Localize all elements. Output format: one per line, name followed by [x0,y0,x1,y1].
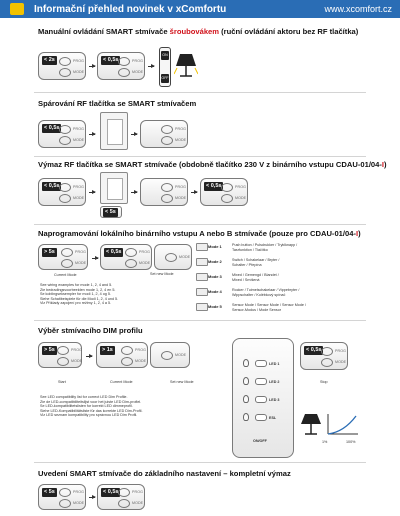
arrow-icon [92,258,98,259]
wiring-note: See wiring examples for mode 1, 2, 4 and 5. Zie bedradingsvoorbeelden mode 1, 2, 4 en 5. Se koblingseksempler for modi 1, 2, 4 og 5. Siehe Schaltbeispiele für die Modi 1, 2, 4 und 5. Viz Příklady zapojení pro režimy 1, 2, 4 a 5. [40,283,119,306]
page-header [0,0,400,18]
rf-pushbutton-graphic [100,112,128,150]
mode-4-label: Mode 4 [208,289,222,294]
rf-pushbutton-graphic [100,172,128,204]
led-profile-panel: LED 1 LED 2 LED 3 ESL ON/OFF [232,338,294,458]
dimmer-device-dim2: > 1s PROG MODE [96,342,148,368]
section-title-binary-input: Naprogramování lokálního binárního vstupu A nebo B stmívače (pouze pro CDAU-01/04-I) [38,229,361,238]
lamp-icon [174,52,198,80]
arrow-icon [131,134,137,135]
on-off-label: ON/OFF [253,439,267,443]
timer-badge: < 2s [44,57,55,63]
on-off-toggle-graphic [159,47,171,87]
current-mode-label-2: Current Mode [110,380,133,384]
mode-3-icon [196,273,208,281]
arrow-icon [89,134,95,135]
dimmer-device-del2: PROG MODE [140,178,188,206]
arrow-icon [191,192,197,193]
arrow-icon [86,356,92,357]
divider [34,320,366,321]
mode-5-label: Mode 5 [208,304,222,309]
timer-badge: < 0,5s [103,57,119,63]
led-compatibility-note: See LED compatibility list for correct LED Dim Profile. Zie de LED-compatibiliteitslijst voor het juiste LED Dim-profiel. Se LED-kompatibilitetslisten for korrekt LED dimmeprofil. Siehe LED-Kompatibilitätsliste für das korrekte LED Dim-Profil. Viz LED seznam kompatibility pro správnou LED Dim Profil. [40,395,143,418]
website-url: www.xcomfort.cz [324,4,392,14]
dimming-ramp-graph [326,412,360,436]
mode-2-label: Mode 2 [208,259,222,264]
dimmer-device-dim3: MODE [150,342,190,368]
divider [34,462,366,463]
page-title: Informační přehled novinek v xComfortu [34,3,227,15]
section-title-delete: Výmaz RF tlačítka se SMART stmívače (obdobně tlačítko 230 V z binárního vstupu CDAU-01/04-I) [38,160,387,169]
start-label: Start [58,380,66,384]
mode-3-label: Mode 3 [208,274,222,279]
mode-1-icon [196,243,208,251]
led-bulb-icon [243,395,249,403]
mode-2-icon [196,258,208,266]
set-new-mode-label-2: Set new Mode [170,380,194,384]
dimmer-device-dim-stop: < 0,5s PROG MODE [300,342,348,370]
dimmer-device-bin3: MODE [154,244,192,270]
divider [34,156,366,157]
esl-bulb-icon [243,413,249,421]
mode-5-icon [196,303,208,311]
dimmer-device-pair1: < 0,5s PROG MODE [38,120,86,148]
current-mode-label: Current Mode [54,273,77,277]
dimmer-device-reset2: < 0,5s PROG MODE [97,484,145,510]
dimmer-device-step1: < 2s PROG MODE [38,52,86,80]
dimmer-device-bin2: < 0,5s PROG MODE [100,244,152,270]
percent-max-label: 100% [346,440,356,444]
mode-4-icon [196,288,208,296]
section-title-manual-control: Manuální ovládání SMART stmívače šroubovákem (ruční ovládání aktoru bez RF tlačítka) [38,27,359,36]
led-indicator-icon [255,378,267,385]
off-label: OFF [161,74,169,83]
lamp-icon [300,412,322,438]
led-indicator-icon [255,396,267,403]
set-new-mode-label: Set new Mode [150,272,174,276]
dimmer-device-reset1: < 5s PROG MODE [38,484,86,510]
divider [34,224,366,225]
arrow-icon [148,66,154,67]
section-title-pairing: Spárování RF tlačítka se SMART stmívačem [38,99,197,108]
dimmer-device-del1: < 0,5s PROG MODE [38,178,86,206]
dimmer-device-del3: < 0,5s PROG MODE [200,178,248,206]
dimmer-device-step2: < 0,5s PROG MODE [97,52,145,80]
led-bulb-icon [243,359,249,367]
timer-badge-group: < 5s [100,206,122,218]
arrow-icon [89,497,95,498]
led-bulb-icon [243,377,249,385]
dimmer-device-bin1: > 5s PROG MODE [38,244,88,270]
on-label: ON [161,51,169,60]
dimmer-device-pair2: PROG MODE [140,120,188,148]
xcomfort-logo-icon [10,3,24,15]
arrow-icon [89,192,95,193]
arrow-icon [131,192,137,193]
stop-label: Stop [320,380,328,384]
divider [34,92,366,93]
arrow-icon [89,66,95,67]
percent-min-label: 1% [322,440,328,444]
section-title-dim-profile: Výběr stmívacího DIM profilu [38,326,143,335]
section-title-factory-reset: Uvedení SMART stmívače do základního nastavení – kompletní výmaz [38,469,291,478]
dimmer-device-dim1: > 5s PROG MODE [38,342,82,368]
led-indicator-icon [255,360,267,367]
mode-1-label: Mode 1 [208,244,222,249]
led-indicator-icon [255,414,267,421]
